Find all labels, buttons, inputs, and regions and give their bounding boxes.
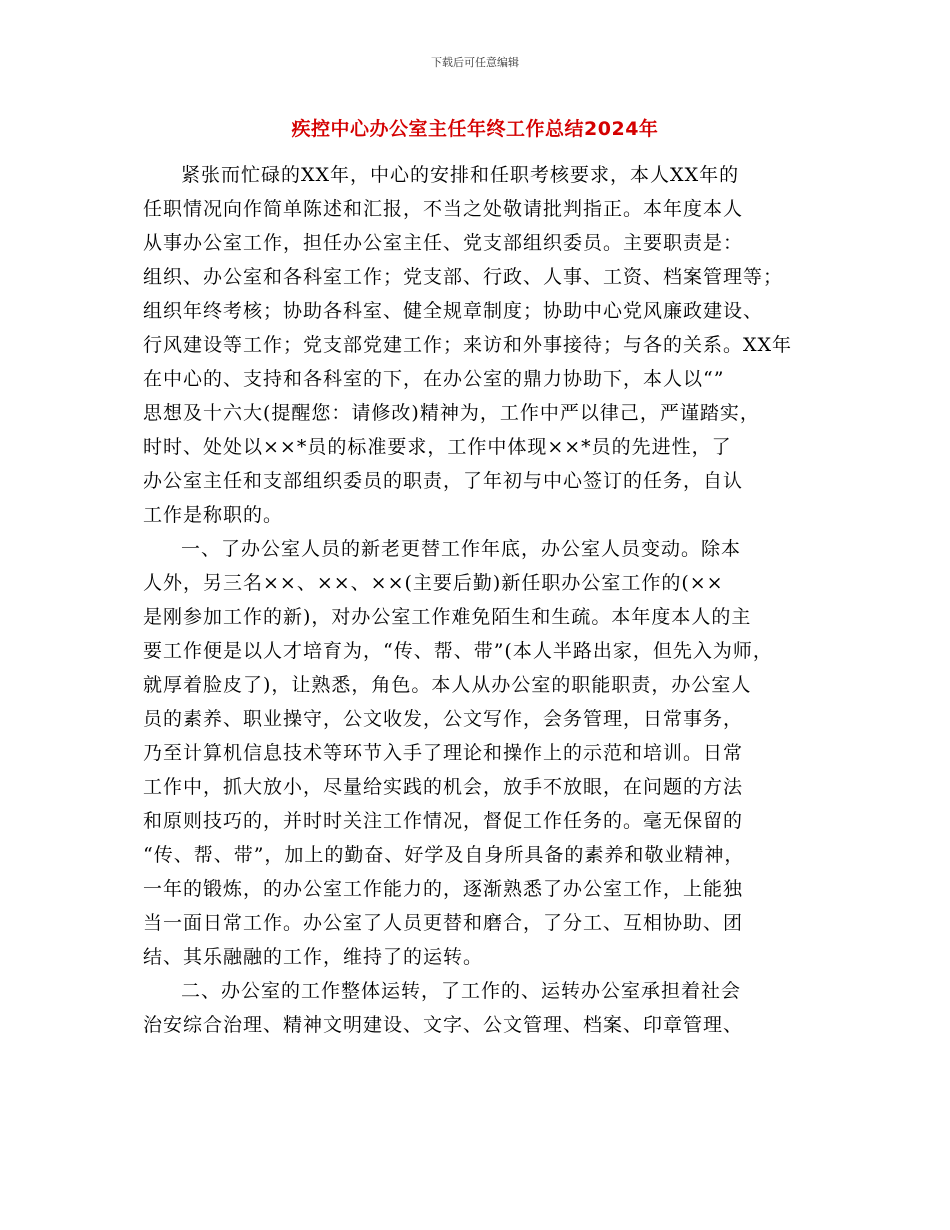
- paragraph-line: 工作是称职的。: [143, 504, 284, 526]
- paragraph-line: 治安综合治理、精神文明建设、文字、公文管理、档案、印章管理、: [143, 1014, 744, 1036]
- paragraph-line: 办公室主任和支部组织委员的职责，了年初与中心签订的任务，自认: [143, 470, 744, 492]
- paragraph-line: 行风建设等工作；党支部党建工作；来访和外事接待；与各的关系。XX年: [143, 334, 793, 356]
- paragraph-line: 组织年终考核；协助各科室、健全规章制度；协助中心党风廉政建设、: [143, 300, 764, 322]
- paragraph-line: 紧张而忙碌的XX年，中心的安排和任职考核要求，本人XX年的: [181, 164, 740, 186]
- paragraph-line: 结、其乐融融的工作，维持了的运转。: [143, 946, 484, 968]
- paragraph-line: 一年的锻炼，的办公室工作能力的，逐渐熟悉了办公室工作，上能独: [143, 878, 744, 900]
- paragraph-line: 在中心的、支持和各科室的下，在办公室的鼎力协助下，本人以“”: [143, 368, 725, 390]
- paragraph-line: 员的素养、职业操守，公文收发，公文写作，会务管理，日常事务，: [143, 708, 744, 730]
- document-title: 疾控中心办公室主任年终工作总结2024年: [291, 118, 659, 140]
- paragraph-line: 人外，另三名××、××、××(主要后勤)新任职办公室工作的(××: [143, 572, 724, 594]
- paragraph-line: “传、帮、带”，加上的勤奋、好学及自身所具备的素养和敬业精神，: [143, 844, 745, 866]
- paragraph-line: 要工作便是以人才培育为，“传、帮、带”(本人半路出家，但先入为师，: [143, 640, 773, 662]
- document-body: [143, 158, 823, 1042]
- paragraph-line: 从事办公室工作，担任办公室主任、党支部组织委员。主要职责是：: [143, 232, 744, 254]
- paragraph-line: 乃至计算机信息技术等环节入手了理论和操作上的示范和培训。日常: [143, 742, 744, 764]
- paragraph-line: 一、了办公室人员的新老更替工作年底，办公室人员变动。除本: [181, 538, 742, 560]
- paragraph-line: 组织、办公室和各科室工作；党支部、行政、人事、工资、档案管理等；: [143, 266, 784, 288]
- paragraph-line: 时时、处处以××*员的标准要求，工作中体现××*员的先进性，了: [143, 436, 732, 458]
- page-header-note: 下载后可任意编辑: [431, 56, 519, 69]
- paragraph-line: 任职情况向作简单陈述和汇报，不当之处敬请批判指正。本年度本人: [143, 198, 744, 220]
- paragraph-line: 是刚参加工作的新)，对办公室工作难免陌生和生疏。本年度本人的主: [143, 606, 752, 628]
- paragraph-line: 思想及十六大(提醒您：请修改)精神为，工作中严以律己，严谨踏实，: [143, 402, 760, 424]
- paragraph-line: 工作中，抓大放小，尽量给实践的机会，放手不放眼，在问题的方法: [143, 776, 744, 798]
- paragraph-line: 和原则技巧的，并时时关注工作情况，督促工作任务的。毫无保留的: [143, 810, 744, 832]
- paragraph-line: 二、办公室的工作整体运转，了工作的、运转办公室承担着社会: [181, 980, 742, 1002]
- paragraph-line: 就厚着脸皮了)，让熟悉，角色。本人从办公室的职能职责，办公室人: [143, 674, 752, 696]
- paragraph-line: 当一面日常工作。办公室了人员更替和磨合，了分工、互相协助、团: [143, 912, 744, 934]
